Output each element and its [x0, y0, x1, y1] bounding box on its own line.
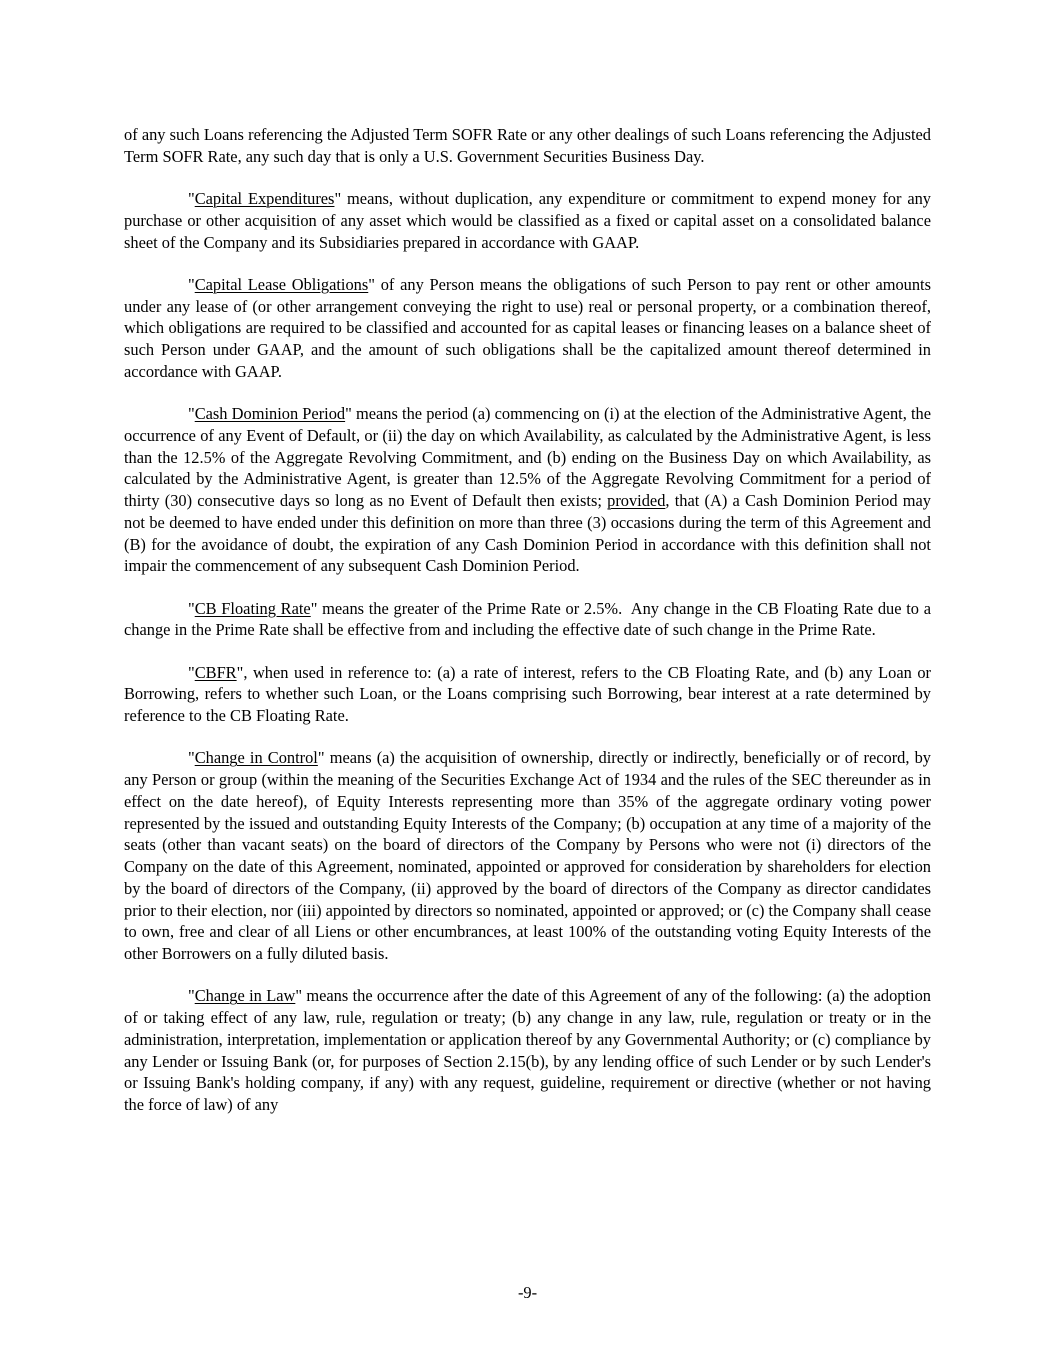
definition-body: " means, without duplication, any expenditure or commitment to expend money for any purchase or other acquisition of any asset which would be classified as a fixed or capital asset on a consolidated balance sheet of the Company and its Subsidiaries prepared in accordance with GAAP.	[124, 189, 932, 252]
defined-term: Capital Lease Obligations	[194, 274, 369, 294]
definition-body: " means the occurrence after the date of this Agreement of any of the following: (a) the adoption of or taking effect of any law, rule, regulation or treaty; (b) any change in any law, rule, regulation or treaty or in the administration, interpretation, implementation or application thereof by any Governmental Authority; or (c) compliance by any Lender or Issuing Bank (or, for purposes of Section 2.15(b), by any lending office of such Lender or by such Lender's or Issuing Bank's holding company, if any) with any request, guideline, requirement or directive (whether or not having the force of law) of any	[124, 986, 931, 1114]
defined-term: Change in Law	[194, 986, 296, 1006]
definition-change-in-control	[124, 747, 931, 965]
definition-cb-floating-rate	[124, 598, 936, 642]
definition-quote: "	[188, 748, 195, 768]
definition-body: " of any Person means the obligations of such Person to pay rent or other amounts under any lease of (or other arrangement conveying the right to use) real or personal property, or a combination thereof, which obligations are required to be classified and accounted for as capital leases or financing leases on a balance sheet of such Person under GAAP, and the amount of such obligations shall be the capitalized amount thereof determined in accordance with GAAP.	[124, 274, 931, 381]
definition-cash-dominion-period	[124, 403, 931, 577]
page-number: -9-	[517, 1283, 538, 1302]
document-page	[124, 124, 936, 1136]
defined-term: Change in Control	[194, 748, 318, 768]
defined-term: Capital Expenditures	[194, 189, 335, 208]
definition-body: " means the period (a) commencing on (i) at the election of the Administrative Agent, the occurrence of any Event of Default, or (ii) the day on which Availability, as calculated by the Administrative Agent, is less than the 12.5% of the Aggregate Revolving Commitment, and (b) ending on the Business Day on which Availability, as calculated by the Administrative Agent, is greater than 12.5% of the Aggregate Revolving Commitment for a period of thirty (30) consecutive days so long as no Event of Default then exists;	[124, 404, 931, 510]
definition-quote: "	[188, 662, 195, 682]
definition-quote: "	[188, 189, 195, 208]
definition-body: " means the greater of the Prime Rate or 2.5%. Any change in the CB Floating Rate due to a change in the Prime Rate shall be effective from and including the effective date of such change in the Prime Rate.	[124, 598, 936, 640]
definition-body: " means (a) the acquisition of ownership, directly or indirectly, beneficially or of record, by any Person or group (within the meaning of the Securities Exchange Act of 1934 and the rules of the SEC thereunder as in effect on the date hereof), of Equity Interests representing more than 35% of the aggregate ordinary voting power represented by the issued and outstanding Equity Interests of the Company; (b) occupation at any time of a majority of the seats (other than vacant seats) on the board of directors of the Company by Persons who were not (i) directors of the Company on the date of this Agreement, nominated, appointed or approved for consideration by shareholders for election by the board of directors of the Company, (ii) approved by the board of directors of the Company as director candidates prior to their election, nor (iii) appointed by directors so nominated, appointed or approved; or (c) the Company shall cease to own, free and clear of all Liens or other encumbrances, at least 100% of the outstanding voting Equity Interests of the other Borrowers on a fully diluted basis.	[124, 748, 931, 963]
definition-capital-lease-obligations	[124, 274, 931, 383]
definition-quote: "	[188, 274, 195, 294]
proviso-term: provided	[607, 491, 666, 510]
definition-body-continued: , that (A) a Cash Dominion Period may not be deemed to have ended under this definition on more than three (3) occasions during the term of this Agreement and (B) for the avoidance of doubt, the expiration of any Cash Dominion Period in accordance with this definition shall not impair the commencement of any subsequent Cash Dominion Period.	[124, 491, 931, 576]
definition-capital-expenditures	[124, 188, 931, 253]
definition-change-in-law	[124, 985, 931, 1116]
definition-quote: "	[188, 404, 195, 423]
definition-quote: "	[188, 986, 195, 1006]
defined-term: CB Floating Rate	[194, 598, 311, 618]
defined-term: CBFR	[194, 662, 237, 682]
defined-term: Cash Dominion Period	[194, 404, 346, 423]
paragraph-continuation	[124, 124, 931, 168]
definition-quote: "	[188, 598, 195, 618]
definition-body: ", when used in reference to: (a) a rate of interest, refers to the CB Floating Rate, and (b) any Loan or Borrowing, refers to whether such Loan, or the Loans comprising such Borrowing, bear interest at a rate determined by reference to the CB Floating Rate.	[124, 662, 931, 725]
definition-cbfr	[124, 662, 931, 727]
paragraph-body: of any such Loans referencing the Adjusted Term SOFR Rate or any other dealings of such Loans referencing the Adjusted Term SOFR Rate, any such day that is only a U.S. Government Securities Business Day.	[124, 125, 931, 166]
